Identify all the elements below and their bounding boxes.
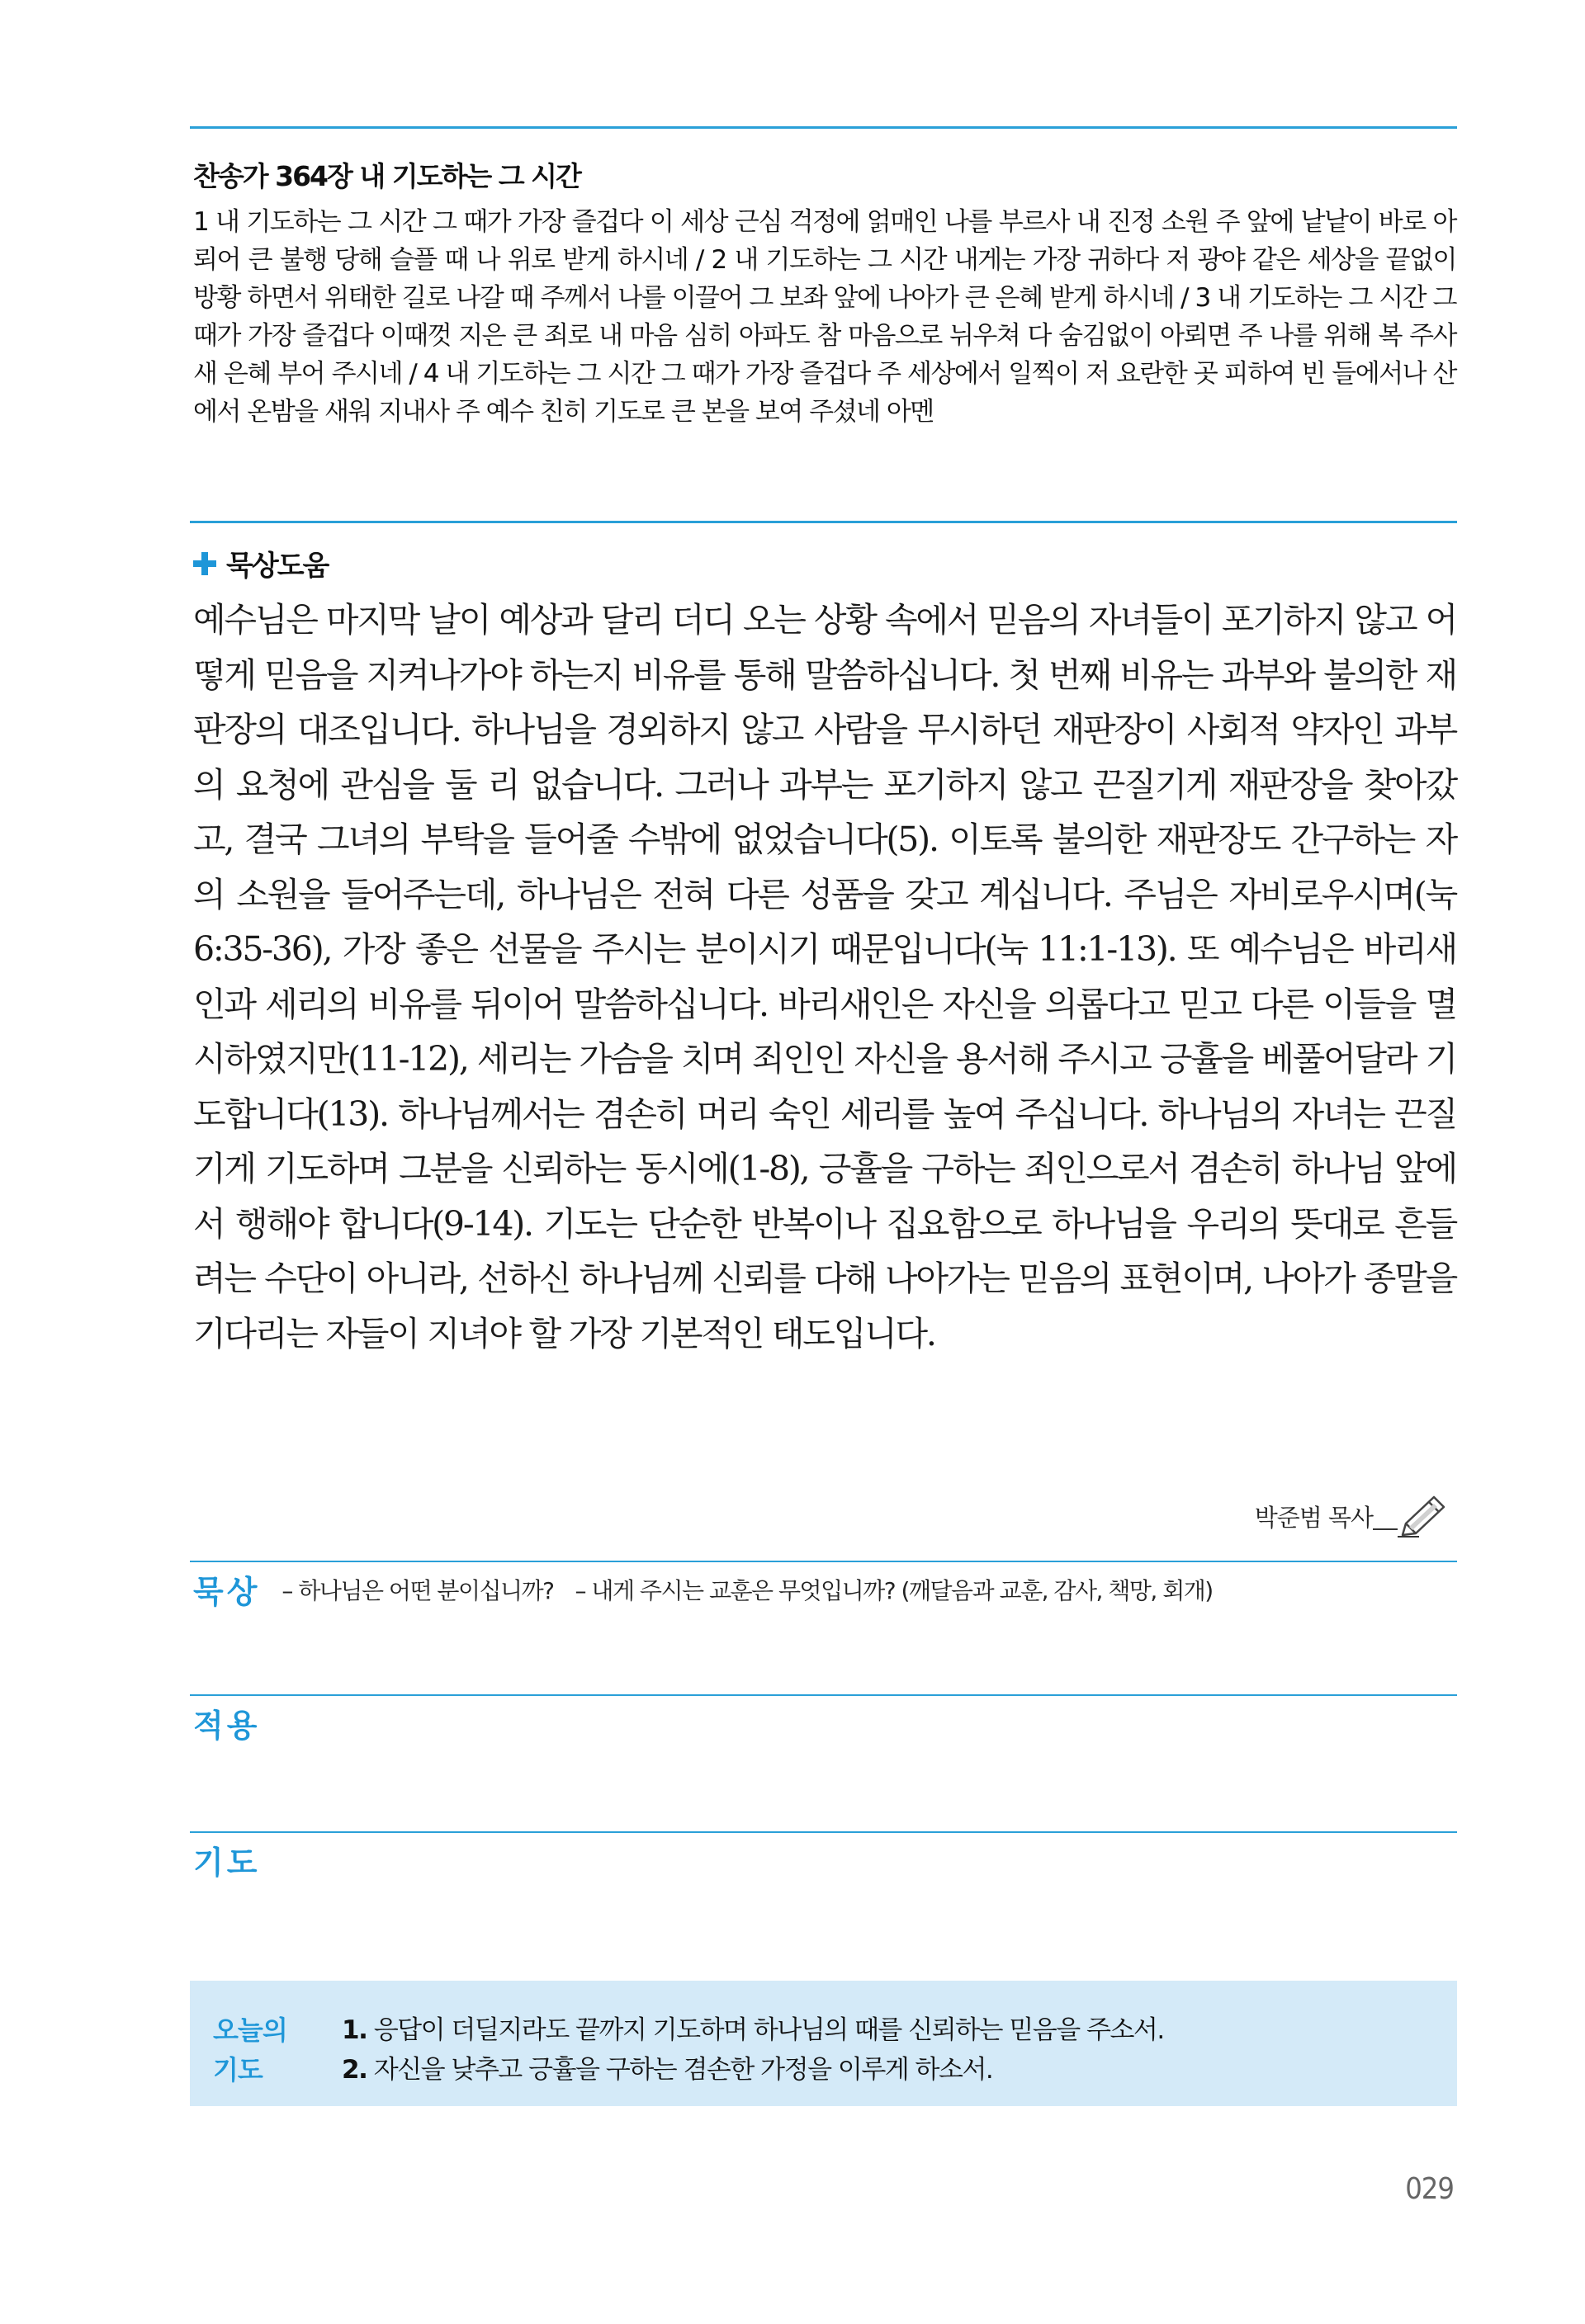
reflection-label: 묵상 [193,1574,261,1610]
top-divider [190,126,1457,129]
item-number: 2. [342,2055,367,2085]
meditation-help-heading [193,543,328,583]
todays-prayer-label-line1: 오늘의 [213,2015,287,2046]
item-text: 응답이 더딜지라도 끝까지 기도하며 하나님의 때를 신뢰하는 믿음을 주소서. [373,2015,1164,2045]
signature-line [1373,1528,1398,1530]
reflection-question-1: – 하나님은 어떤 분이십니까? [282,1576,554,1604]
todays-prayer-list [342,2010,1164,2090]
todays-prayer-label [213,2010,287,2090]
todays-prayer-box [190,1981,1457,2106]
item-text: 자신을 낮추고 긍휼을 구하는 겸손한 가정을 이루게 하소서. [373,2055,993,2085]
devotional-page [190,0,1457,2324]
hymn-title: 찬송가 364장 내 기도하는 그 시간 [193,160,580,192]
meditation-help-title: 묵상도움 [226,550,329,583]
author-name: 박준범 목사 [1254,1504,1373,1532]
prayer-divider [190,1831,1457,1833]
reflection-row [193,1566,1213,1612]
prayer-label: 기도 [193,1845,261,1881]
plus-icon [193,552,216,575]
todays-prayer-label-line2: 기도 [213,2054,263,2085]
application-label: 적용 [193,1708,261,1744]
hymn-lyrics: 1 내 기도하는 그 시간 그 때가 가장 즐겁다 이 세상 근심 걱정에 얽매인 나를 부르사 내 진정 소원 주 앞에 낱낱이 바로 아뢰어 큰 불행 당해 슬플 때 나 위로 받게 하시네 / 2 내 기도하는 그 시간 내게는 가장 귀하다 저 광야 같은 세상을 끝없이 방황 하면서 위태한 길로 나갈 때 주께서 나를 이끌어 그 보좌 앞에 나아가 큰 은혜 받게 하시네 / 3 내 기도하는 그 시간 그 때가 가장 즐겁다 이때껏 지은 큰 죄로 내 마음 심히 아파도 참 마음으로 뉘우쳐 다 숨김없이 아뢰면 주 나를 위해 복 주사 새 은혜 부어 주시네 / 4 내 기도하는 그 시간 그 때가 가장 즐겁다 주 세상에서 일찍이 저 요란한 곳 피하여 빈 들에서나 산에서 온밤을 새워 지내사 주 예수 친히 기도로 큰 본을 보여 주셨네 아멘 [193,207,1456,427]
todays-prayer-item [342,2050,1164,2090]
todays-prayer-item [342,2010,1164,2050]
meditation-help-body: 예수님은 마지막 날이 예상과 달리 더디 오는 상황 속에서 믿음의 자녀들이 포기하지 않고 어떻게 믿음을 지켜나가야 하는지 비유를 통해 말씀하십니다. 첫 번째 비유는 과부와 불의한 재판장의 대조입니다. 하나님을 경외하지 않고 사람을 무시하던 재판장이 사회적 약자인 과부의 요청에 관심을 둘 리 없습니다. 그러나 과부는 포기하지 않고 끈질기게 재판장을 찾아갔고, 결국 그녀의 부탁을 들어줄 수밖에 없었습니다(5). 이토록 불의한 재판장도 간구하는 자의 소원을 들어주는데, 하나님은 전혀 다른 성품을 갖고 계십니다. 주님은 자비로우시며(눅 6:35-36), 가장 좋은 선물을 주시는 분이시기 때문입니다(눅 11:1-13). 또 예수님은 바리새인과 세리의 비유를 뒤이어 말씀하십니다. 바리새인은 자신을 의롭다고 믿고 다른 이들을 멸시하였지만(11-12), 세리는 가슴을 치며 죄인인 자신을 용서해 주시고 긍휼을 베풀어달라 기도합니다(13). 하나님께서는 겸손히 머리 숙인 세리를 높여 주십니다. 하나님의 자녀는 끈질기게 기도하며 그분을 신뢰하는 동시에(1-8), 긍휼을 구하는 죄인으로서 겸손히 하나님 앞에서 행해야 합니다(9-14). 기도는 단순한 반복이나 집요함으로 하나님을 우리의 뜻대로 흔들려는 수단이 아니라, 선하신 하나님께 신뢰를 다해 나아가는 믿음의 표현이며, 나아가 종말을 기다리는 자들이 지녀야 할 가장 기본적인 태도입니다. [193,600,1456,1353]
reflection-question-2: – 내게 주시는 교훈은 무엇입니까? (깨달음과 교훈, 감사, 책망, 회개) [575,1576,1213,1604]
page-number: 029 [1405,2172,1454,2206]
hymn-divider [190,521,1457,523]
application-divider [190,1694,1457,1696]
reflection-divider [190,1561,1457,1562]
author-signature [1255,1492,1449,1533]
item-number: 1. [342,2015,367,2045]
pencil-icon [1398,1492,1449,1538]
